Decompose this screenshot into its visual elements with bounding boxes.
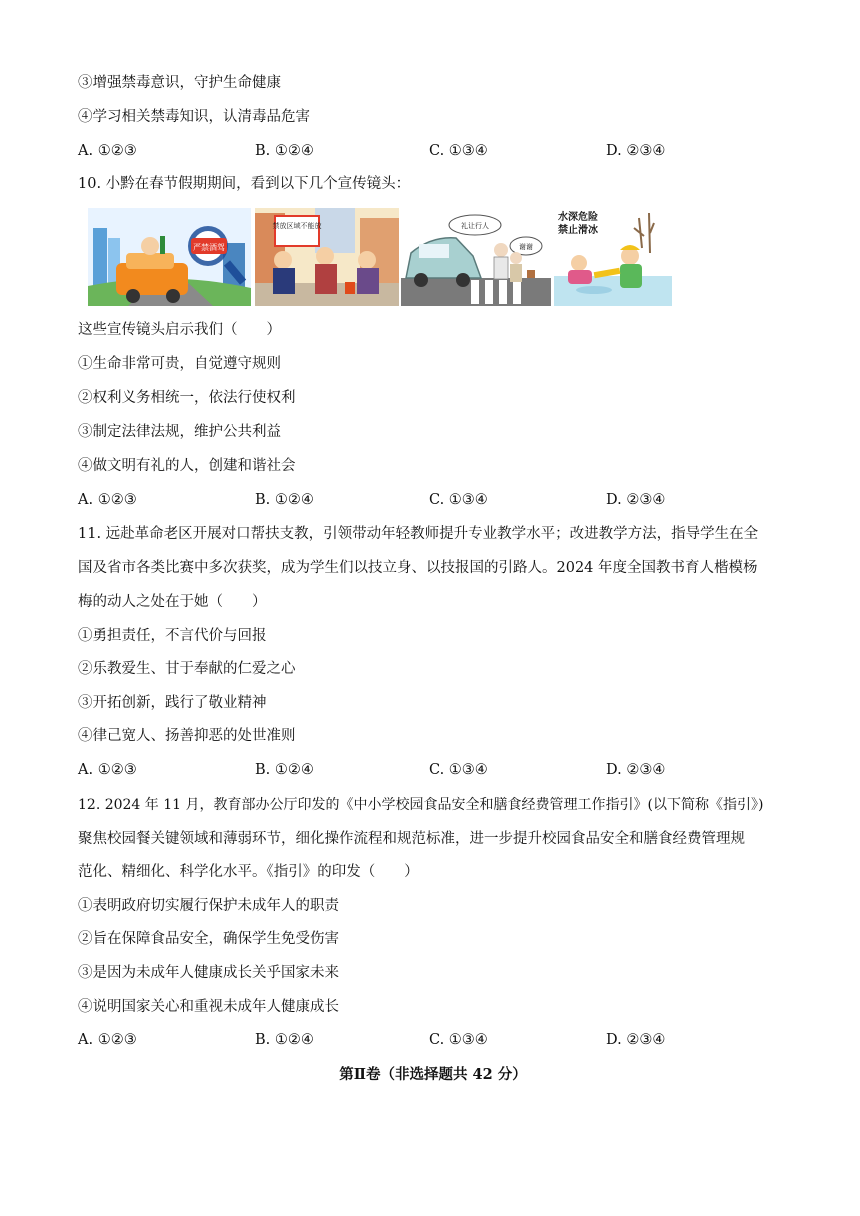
q10-option-c: C. ①③④ (429, 492, 488, 508)
q9-option-c: C. ①③④ (429, 143, 488, 159)
q9-options (78, 141, 788, 161)
q9-option-a: A. ①②③ (78, 143, 137, 159)
q9-item-4: ④学习相关禁毒知识，认清毒品危害 (78, 109, 310, 125)
q10-item-2: ②权利义务相统一，依法行使权利 (78, 390, 296, 406)
q10-option-a: A. ①②③ (78, 492, 137, 508)
q12-option-b: B. ①②④ (255, 1032, 314, 1048)
q12-stem-line-3: 范化、精细化、科学化水平。《指引》的印发（ ） (78, 864, 419, 880)
thin-ice-warning-illustration (554, 208, 672, 306)
fireworks-ban-illustration (255, 208, 399, 306)
q9-option-b: B. ①②④ (255, 143, 314, 159)
q11-options (78, 760, 788, 780)
q11-option-b: B. ①②④ (255, 762, 314, 778)
yield-pedestrians-illustration (401, 208, 551, 306)
q11-item-1: ①勇担责任，不言代价与回报 (78, 628, 267, 644)
q12-item-3: ③是因为未成年人健康成长关乎国家未来 (78, 965, 339, 981)
q12-option-a: A. ①②③ (78, 1032, 137, 1048)
q11-stem-line-2: 国及省市各类比赛中多次获奖，成为学生们以技立身、以技报国的引路人。2024 年度全国教书育人楷模杨 (78, 560, 758, 576)
section-ii-title: 第Ⅱ卷（非选择题共 42 分） (339, 1066, 527, 1083)
q12-item-4: ④说明国家关心和重视未成年人健康成长 (78, 999, 339, 1015)
q11-item-3: ③开拓创新，践行了敬业精神 (78, 695, 267, 711)
q10-item-4: ④做文明有礼的人，创建和谐社会 (78, 458, 296, 474)
q12-option-c: C. ①③④ (429, 1032, 488, 1048)
q11-stem-line-3: 梅的动人之处在于她（ ） (78, 594, 267, 610)
q11-item-2: ②乐教爱生、甘于奉献的仁爱之心 (78, 661, 296, 677)
q12-item-1: ①表明政府切实履行保护未成年人的职责 (78, 898, 339, 914)
q10-item-3: ③制定法律法规，维护公共利益 (78, 424, 281, 440)
q10-option-d: D. ②③④ (606, 492, 666, 508)
q10-item-1: ①生命非常可贵，自觉遵守规则 (78, 356, 281, 372)
fireworks-ban-sign: 禁放区域不能放 (272, 222, 322, 230)
q9-option-d: D. ②③④ (606, 143, 666, 159)
q10-stem: 10. 小黔在春节假期期间，看到以下几个宣传镜头： (78, 176, 411, 192)
thin-ice-title-line1: 水深危险 (558, 212, 598, 223)
q10-options (78, 490, 788, 510)
drunk-driving-illustration (88, 208, 251, 306)
q10-question: 这些宣传镜头启示我们（ ） (78, 322, 281, 338)
q11-item-4: ④律己宽人、扬善抑恶的处世准则 (78, 728, 296, 744)
q12-options (78, 1030, 788, 1050)
thanks-speech-bubble: 谢谢 (519, 243, 533, 251)
q12-stem-line-2: 聚焦校园餐关键领域和薄弱环节，细化操作流程和规范标准，进一步提升校园食品安全和膳食经费管理规 (78, 831, 745, 847)
q11-option-c: C. ①③④ (429, 762, 488, 778)
q12-stem-line-1: 12. 2024 年 11 月，教育部办公厅印发的《中小学校园食品安全和膳食经费管理工作指引》(以下简称《指引》) (78, 797, 764, 813)
no-drunk-driving-sign: 严禁酒驾 (193, 243, 225, 252)
thin-ice-title-line2: 禁止滑冰 (558, 225, 598, 236)
q12-option-d: D. ②③④ (606, 1032, 666, 1048)
yield-speech-bubble: 礼让行人 (461, 222, 489, 230)
q12-item-2: ②旨在保障食品安全，确保学生免受伤害 (78, 931, 339, 947)
q11-option-d: D. ②③④ (606, 762, 666, 778)
q9-item-3: ③增强禁毒意识，守护生命健康 (78, 75, 281, 91)
q11-stem-line-1: 11. 远赴革命老区开展对口帮扶支教，引领带动年轻教师提升专业教学水平；改进教学方法，指导学生在全 (78, 526, 759, 542)
q10-option-b: B. ①②④ (255, 492, 314, 508)
q11-option-a: A. ①②③ (78, 762, 137, 778)
